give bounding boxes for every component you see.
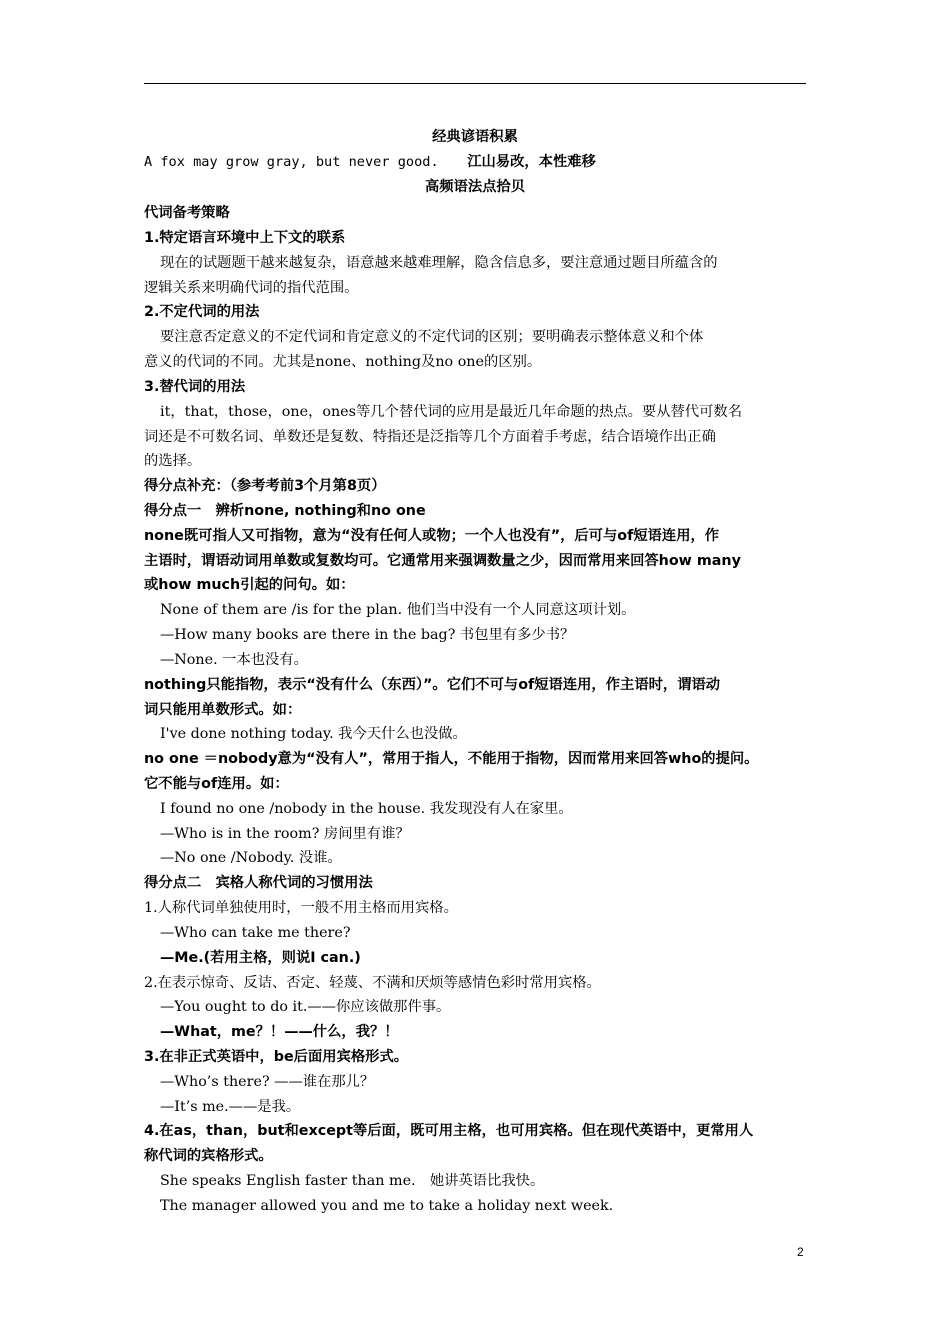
text-line: none既可指人又可指物，意为“没有任何人或物；一个人也没有”，后可与of短语连用，作	[144, 528, 720, 544]
text-line: 4.在as，than，but和except等后面，既可用主格，也可用宾格。但在现代英语中，更常用人	[144, 1123, 754, 1139]
text-line: I found no one /nobody in the house. 我发现没有人在家里。	[160, 801, 573, 817]
text-line: I've done nothing today. 我今天什么也没做。	[160, 726, 467, 742]
text-line: The manager allowed you and me to take a holiday next week.	[160, 1198, 614, 1214]
text-line: 3.在非正式英语中，be后面用宾格形式。	[144, 1049, 409, 1065]
text-line: 得分点一 辨析none, nothing和no one	[144, 503, 426, 519]
section-title: 高频语法点拾贝	[424, 179, 526, 195]
text-line: 要注意否定意义的不定代词和肯定意义的不定代词的区别；要明确表示整体意义和个体	[160, 329, 704, 345]
text-line: —Who is in the room? 房间里有谁？	[160, 826, 410, 842]
text-line: 3.替代词的用法	[144, 379, 246, 395]
text-line: 现在的试题题干越来越复杂，语意越来越难理解，隐含信息多，要注意通过题目所蕴含的	[160, 255, 718, 271]
text-line: She speaks English faster than me. 她讲英语比我快。	[160, 1173, 545, 1189]
text-line: 意义的代词的不同。尤其是none、nothing及no one的区别。	[144, 354, 542, 370]
text-line: it，that，those，one，ones等几个替代词的应用是最近几年命题的热点。要从替代可数名	[160, 404, 742, 420]
page-number: 2	[797, 1245, 804, 1259]
text-line: —You ought to do it.——你应该做那件事。	[160, 999, 451, 1015]
text-line: None of them are /is for the plan. 他们当中没有一个人同意这项计划。	[160, 602, 636, 618]
text-line: —None. 一本也没有。	[160, 652, 308, 668]
text-line: 主语时，谓语动词用单数或复数均可。它通常用来强调数量之少，因而常用来回答how many	[144, 553, 741, 569]
text-line: 的选择。	[144, 453, 202, 469]
text-line: —What，me？！——什么，我？！	[160, 1024, 399, 1040]
text-line: —How many books are there in the bag? 书包里有多少书？	[160, 627, 575, 643]
text-line: 词还是不可数名词、单数还是复数、特指还是泛指等几个方面着手考虑，结合语境作出正确	[144, 429, 716, 445]
text-line: no one ＝nobody意为“没有人”，常用于指人，不能用于指物，因而常用来回答who的提问。	[144, 751, 759, 767]
proverb	[144, 152, 824, 172]
text-line: 它不能与of连用。如：	[144, 776, 289, 792]
header-rule	[144, 83, 806, 84]
text-line: —Who’s there? ——谁在那儿？	[160, 1074, 375, 1090]
text-line: —No one /Nobody. 没谁。	[160, 850, 342, 866]
text-line: 1.特定语言环境中上下文的联系	[144, 230, 346, 246]
text-line: 2.在表示惊奇、反诘、否定、轻蔑、不满和厌烦等感情色彩时常用宾格。	[144, 975, 601, 991]
text-line: 逻辑关系来明确代词的指代范围。	[144, 280, 359, 296]
proverb-chinese: 江山易改，本性难移	[467, 154, 596, 170]
text-line: 得分点补充：（参考考前3个月第8页）	[144, 478, 386, 494]
text-line: —Me.(若用主格，则说I can.)	[160, 950, 361, 966]
text-line: 1.人称代词单独使用时，一般不用主格而用宾格。	[144, 900, 458, 916]
text-line: 得分点二 宾格人称代词的习惯用法	[144, 875, 373, 891]
text-line: —Who can take me there?	[160, 925, 351, 941]
text-line: —It’s me.——是我。	[160, 1099, 301, 1115]
proverb-english: A fox may grow gray, but never good.	[144, 154, 439, 170]
text-line: 称代词的宾格形式。	[144, 1148, 273, 1164]
text-line: 代词备考策略	[144, 205, 230, 221]
text-line: 2.不定代词的用法	[144, 304, 260, 320]
page-title: 经典谚语积累	[432, 129, 518, 145]
text-line: 或how much引起的问句。如：	[144, 577, 355, 593]
text-line: 词只能用单数形式。如：	[144, 702, 302, 718]
text-line: nothing只能指物，表示“没有什么（东西）”。它们不可与of短语连用，作主语时，谓语动	[144, 677, 721, 693]
